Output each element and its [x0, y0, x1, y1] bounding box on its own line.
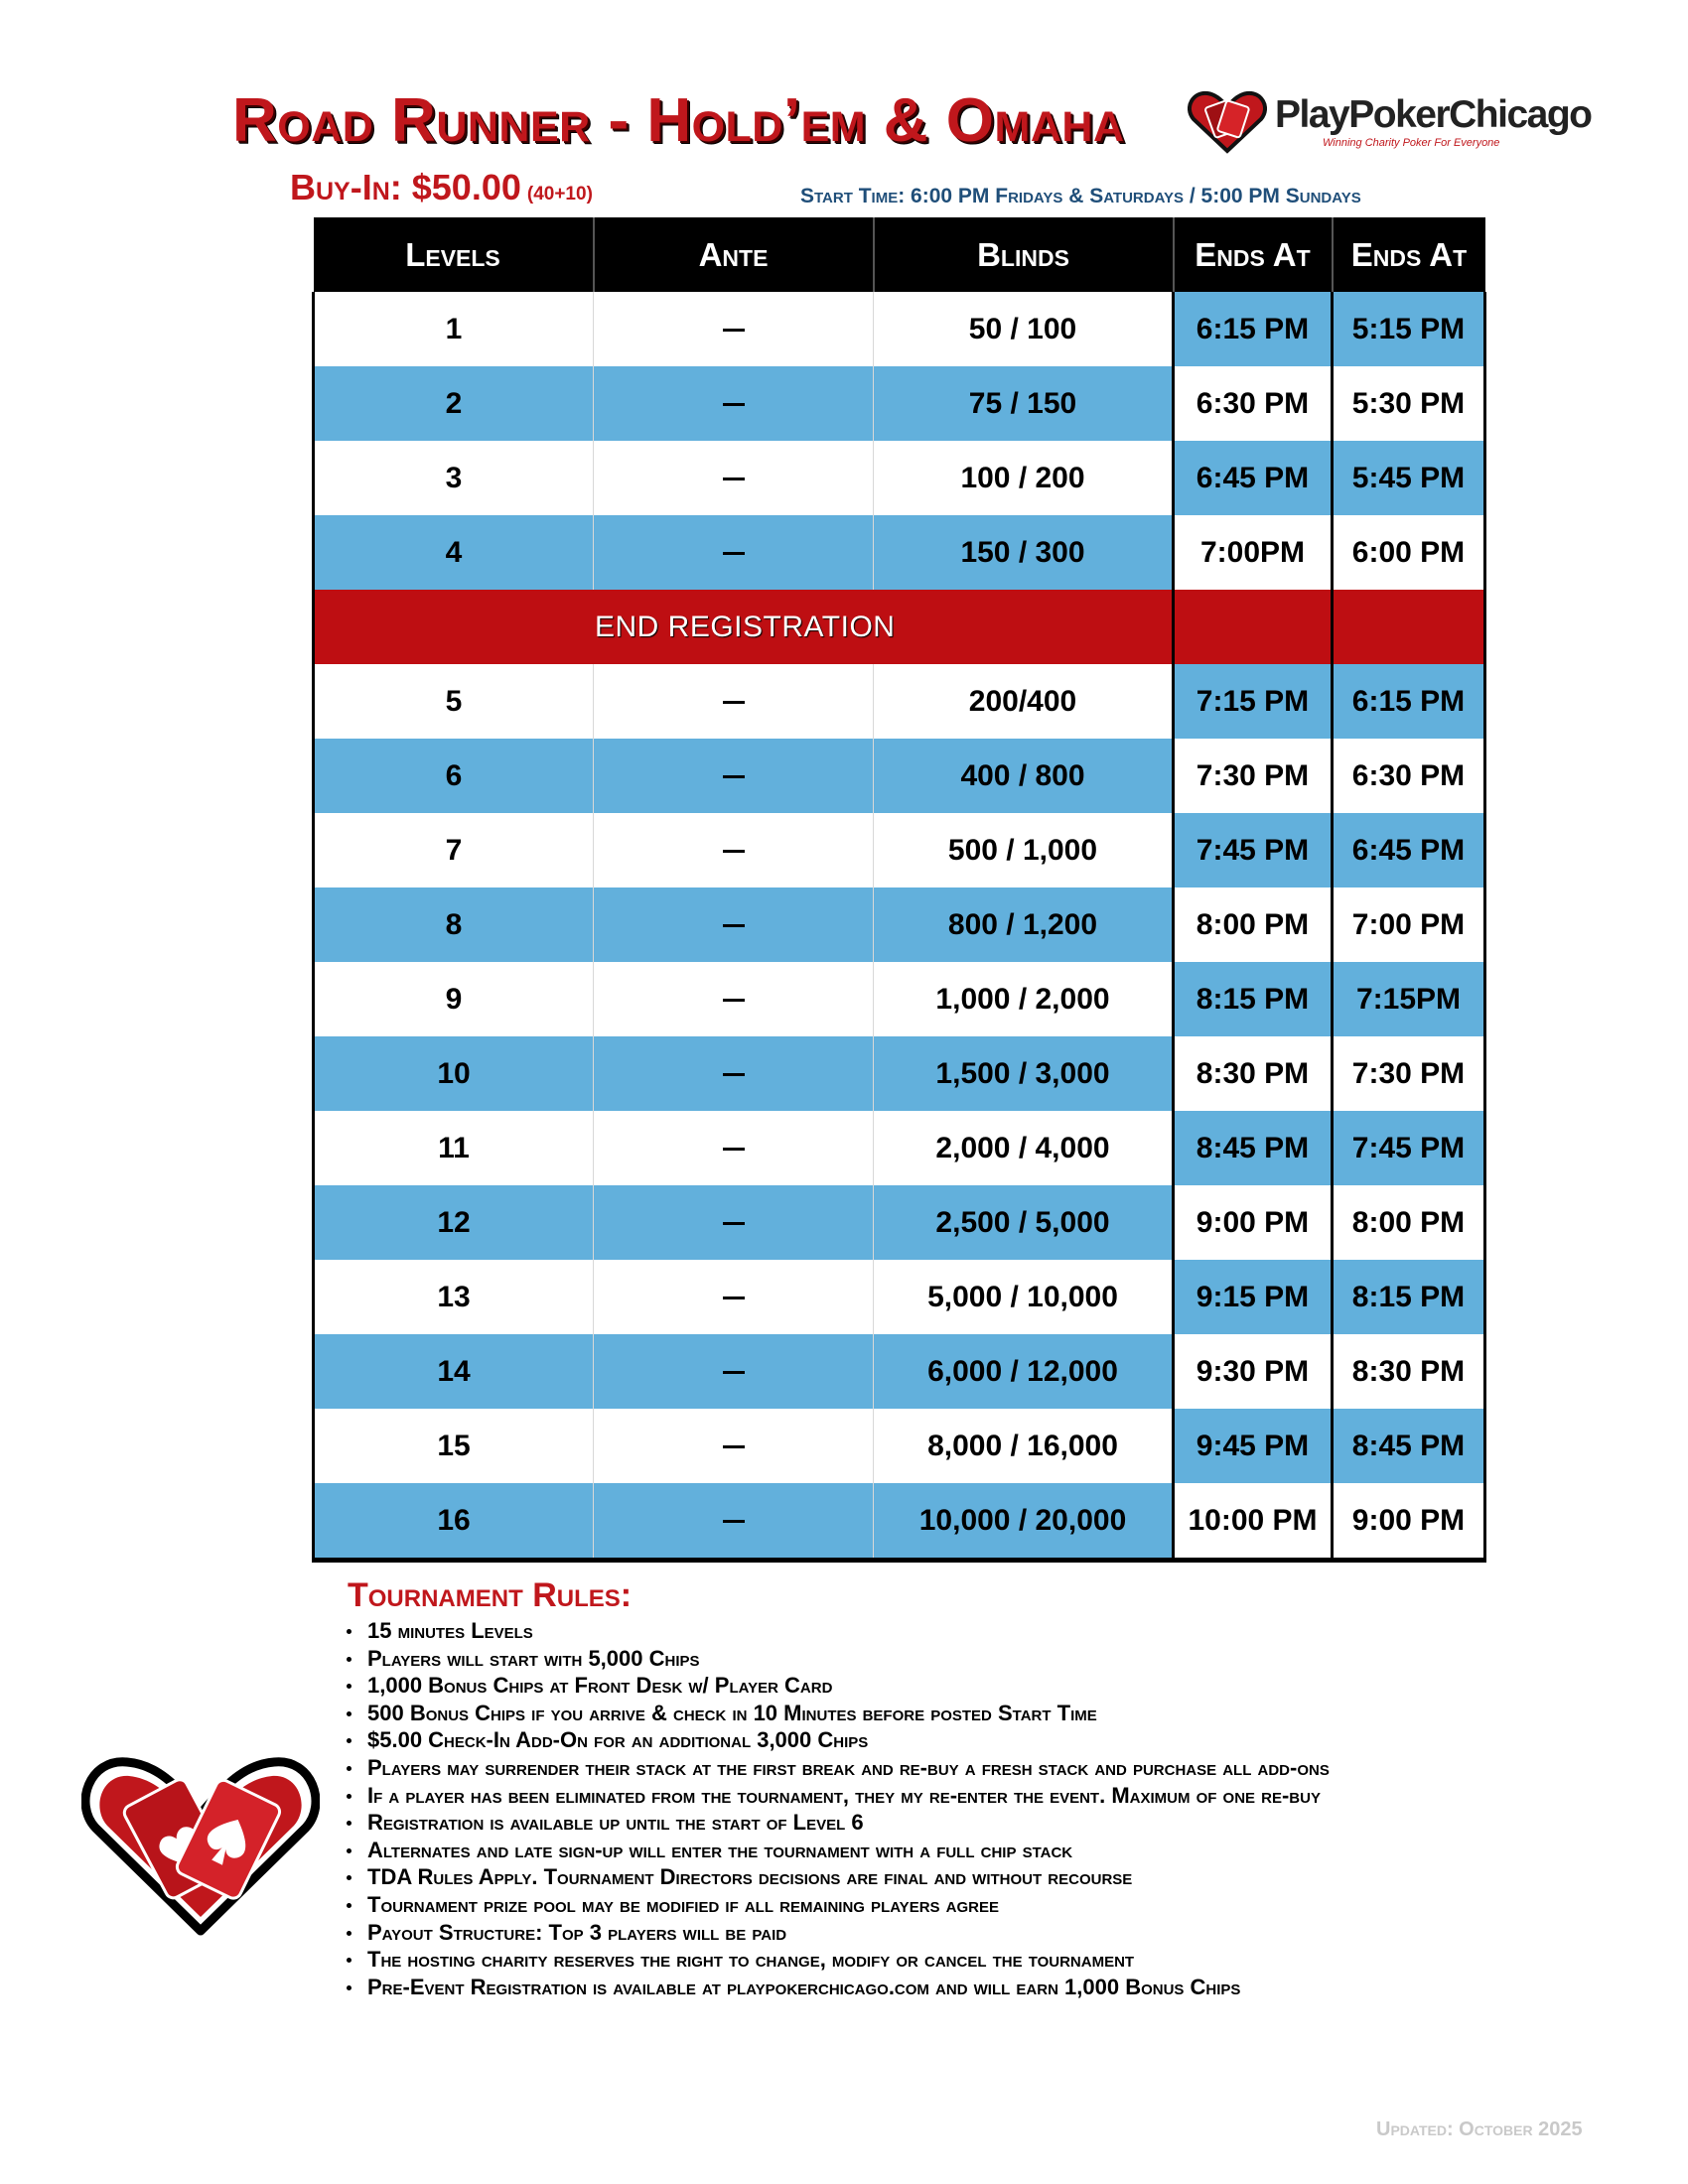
column-header-ante: Ante — [594, 217, 874, 292]
ante-dash-icon — [723, 1222, 745, 1225]
ends-at-fri-sat-cell: 9:45 PM — [1174, 1409, 1333, 1483]
blinds-cell: 6,000 / 12,000 — [874, 1334, 1174, 1409]
level-cell: 2 — [314, 366, 594, 441]
brand-tagline: Winning Charity Poker For Everyone — [1323, 137, 1500, 149]
blinds-cell: 500 / 1,000 — [874, 813, 1174, 887]
brand-logo — [1188, 87, 1592, 157]
level-cell: 14 — [314, 1334, 594, 1409]
level-cell: 5 — [314, 664, 594, 739]
ends-at-fri-sat-cell: 8:00 PM — [1174, 887, 1333, 962]
start-time: Start Time: 6:00 PM Fridays & Saturdays / 5:00 PM Sundays — [800, 185, 1361, 207]
heart-diamond-logo-icon — [1188, 87, 1267, 155]
column-header-levels: Levels — [314, 217, 594, 292]
level-cell: 6 — [314, 739, 594, 813]
ante-cell — [594, 441, 874, 515]
table-row — [314, 292, 1485, 366]
rule-item: Pre-Event Registration is available at playpokerchicago.com and will earn 1,000 Bonus Chips — [344, 1974, 1330, 2001]
ante-dash-icon — [723, 1520, 745, 1523]
ends-at-sun-cell: 8:30 PM — [1333, 1334, 1485, 1409]
ends-at-sun-cell: 8:15 PM — [1333, 1260, 1485, 1334]
ante-cell — [594, 1334, 874, 1409]
ante-cell — [594, 515, 874, 590]
blinds-cell: 150 / 300 — [874, 515, 1174, 590]
table-row — [314, 887, 1485, 962]
level-cell: 10 — [314, 1036, 594, 1111]
buy-in-amount: Buy-In: $50.00 — [290, 167, 521, 207]
ante-dash-icon — [723, 1371, 745, 1374]
level-cell: 11 — [314, 1111, 594, 1185]
blinds-cell: 1,500 / 3,000 — [874, 1036, 1174, 1111]
ends-at-sun-cell: 7:45 PM — [1333, 1111, 1485, 1185]
ends-at-sun-cell: 7:30 PM — [1333, 1036, 1485, 1111]
ends-at-fri-sat-cell: 9:00 PM — [1174, 1185, 1333, 1260]
ante-cell — [594, 1185, 874, 1260]
rule-item: Payout Structure: Top 3 players will be paid — [344, 1919, 1330, 1947]
ends-at-sun-cell: 6:15 PM — [1333, 664, 1485, 739]
ends-at-sun-cell: 5:45 PM — [1333, 441, 1485, 515]
ante-dash-icon — [723, 552, 745, 555]
end-registration-cell — [1333, 590, 1485, 664]
ends-at-sun-cell: 7:00 PM — [1333, 887, 1485, 962]
ante-dash-icon — [723, 775, 745, 778]
table-row — [314, 366, 1485, 441]
ends-at-fri-sat-cell: 7:00PM — [1174, 515, 1333, 590]
table-row — [314, 1185, 1485, 1260]
ante-dash-icon — [723, 999, 745, 1002]
brand-name: PlayPokerChicago — [1275, 93, 1592, 136]
ante-cell — [594, 887, 874, 962]
ends-at-fri-sat-cell: 8:15 PM — [1174, 962, 1333, 1036]
ends-at-sun-cell: 6:45 PM — [1333, 813, 1485, 887]
ante-dash-icon — [723, 1073, 745, 1076]
blinds-cell: 8,000 / 16,000 — [874, 1409, 1174, 1483]
rule-item: Tournament prize pool may be modified if all remaining players agree — [344, 1891, 1330, 1919]
end-registration-label: END REGISTRATION — [314, 590, 1174, 664]
ante-cell — [594, 1409, 874, 1483]
ends-at-sun-cell: 7:15PM — [1333, 962, 1485, 1036]
rule-item: Players will start with 5,000 Chips — [344, 1645, 1330, 1673]
ante-cell — [594, 1260, 874, 1334]
blind-schedule-table — [312, 217, 1486, 1563]
ends-at-fri-sat-cell: 8:30 PM — [1174, 1036, 1333, 1111]
card-hearts-icon — [81, 1732, 320, 1941]
table-row — [314, 1409, 1485, 1483]
table-row — [314, 1036, 1485, 1111]
ends-at-sun-cell: 6:00 PM — [1333, 515, 1485, 590]
blinds-cell: 100 / 200 — [874, 441, 1174, 515]
buy-in — [290, 167, 593, 208]
rules-title: Tournament Rules: — [348, 1576, 633, 1614]
blinds-cell: 2,500 / 5,000 — [874, 1185, 1174, 1260]
page-title: Road Runner - Hold’em & Omaha — [232, 86, 1125, 155]
ante-dash-icon — [723, 924, 745, 927]
ante-cell — [594, 739, 874, 813]
blinds-cell: 10,000 / 20,000 — [874, 1483, 1174, 1561]
table-header-row — [314, 217, 1485, 292]
table-row — [314, 1111, 1485, 1185]
buy-in-split: (40+10) — [526, 184, 593, 205]
ante-dash-icon — [723, 701, 745, 704]
blinds-cell: 50 / 100 — [874, 292, 1174, 366]
level-cell: 16 — [314, 1483, 594, 1561]
table-row — [314, 1334, 1485, 1409]
table-row — [314, 664, 1485, 739]
ante-dash-icon — [723, 1148, 745, 1151]
rule-item: 15 minutes Levels — [344, 1617, 1330, 1645]
ante-cell — [594, 813, 874, 887]
blinds-cell: 400 / 800 — [874, 739, 1174, 813]
ante-dash-icon — [723, 478, 745, 480]
updated-date: Updated: October 2025 — [1376, 2118, 1583, 2140]
ante-cell — [594, 664, 874, 739]
ante-dash-icon — [723, 329, 745, 332]
rules-list — [344, 1617, 1330, 2000]
blinds-cell: 2,000 / 4,000 — [874, 1111, 1174, 1185]
table-row — [314, 441, 1485, 515]
ends-at-fri-sat-cell: 7:30 PM — [1174, 739, 1333, 813]
ends-at-fri-sat-cell: 9:15 PM — [1174, 1260, 1333, 1334]
table-row — [314, 813, 1485, 887]
ends-at-fri-sat-cell: 8:45 PM — [1174, 1111, 1333, 1185]
ante-cell — [594, 292, 874, 366]
level-cell: 9 — [314, 962, 594, 1036]
level-cell: 8 — [314, 887, 594, 962]
ante-cell — [594, 1483, 874, 1561]
ante-dash-icon — [723, 403, 745, 406]
column-header-ends-at-fri-sat: Ends At — [1174, 217, 1333, 292]
rule-item: TDA Rules Apply. Tournament Directors decisions are final and without recourse — [344, 1863, 1330, 1891]
rule-item: The hosting charity reserves the right to change, modify or cancel the tournament — [344, 1946, 1330, 1974]
level-cell: 3 — [314, 441, 594, 515]
blinds-cell: 200/400 — [874, 664, 1174, 739]
ante-cell — [594, 1036, 874, 1111]
ends-at-sun-cell: 8:45 PM — [1333, 1409, 1485, 1483]
level-cell: 4 — [314, 515, 594, 590]
ante-dash-icon — [723, 850, 745, 853]
ends-at-fri-sat-cell: 7:15 PM — [1174, 664, 1333, 739]
end-registration-cell — [1174, 590, 1333, 664]
ends-at-sun-cell: 5:30 PM — [1333, 366, 1485, 441]
table-row — [314, 739, 1485, 813]
rule-item: Registration is available up until the start of Level 6 — [344, 1809, 1330, 1837]
rule-item: If a player has been eliminated from the tournament, they my re-enter the event. Maximum of one re-buy — [344, 1782, 1330, 1810]
ante-dash-icon — [723, 1297, 745, 1299]
blinds-cell: 800 / 1,200 — [874, 887, 1174, 962]
table-row — [314, 515, 1485, 590]
ante-cell — [594, 962, 874, 1036]
ends-at-fri-sat-cell: 6:15 PM — [1174, 292, 1333, 366]
ante-cell — [594, 366, 874, 441]
level-cell: 13 — [314, 1260, 594, 1334]
rule-item: 500 Bonus Chips if you arrive & check in 10 Minutes before posted Start Time — [344, 1700, 1330, 1727]
level-cell: 7 — [314, 813, 594, 887]
ends-at-sun-cell: 8:00 PM — [1333, 1185, 1485, 1260]
ends-at-fri-sat-cell: 6:30 PM — [1174, 366, 1333, 441]
column-header-blinds: Blinds — [874, 217, 1174, 292]
blinds-cell: 1,000 / 2,000 — [874, 962, 1174, 1036]
level-cell: 12 — [314, 1185, 594, 1260]
ends-at-fri-sat-cell: 7:45 PM — [1174, 813, 1333, 887]
table-row — [314, 1483, 1485, 1561]
ends-at-fri-sat-cell: 9:30 PM — [1174, 1334, 1333, 1409]
ends-at-sun-cell: 9:00 PM — [1333, 1483, 1485, 1561]
blinds-cell: 75 / 150 — [874, 366, 1174, 441]
ends-at-fri-sat-cell: 6:45 PM — [1174, 441, 1333, 515]
table-row — [314, 962, 1485, 1036]
column-header-ends-at-sun: Ends At — [1333, 217, 1485, 292]
rule-item: Alternates and late sign-up will enter the tournament with a full chip stack — [344, 1837, 1330, 1864]
ante-cell — [594, 1111, 874, 1185]
rule-item: 1,000 Bonus Chips at Front Desk w/ Player Card — [344, 1672, 1330, 1700]
table-row — [314, 1260, 1485, 1334]
ends-at-fri-sat-cell: 10:00 PM — [1174, 1483, 1333, 1561]
ends-at-sun-cell: 6:30 PM — [1333, 739, 1485, 813]
rule-item: Players may surrender their stack at the first break and re-buy a fresh stack and purchase all add-ons — [344, 1754, 1330, 1782]
rule-item: $5.00 Check-In Add-On for an additional 3,000 Chips — [344, 1726, 1330, 1754]
blinds-cell: 5,000 / 10,000 — [874, 1260, 1174, 1334]
ante-dash-icon — [723, 1445, 745, 1448]
level-cell: 15 — [314, 1409, 594, 1483]
ends-at-sun-cell: 5:15 PM — [1333, 292, 1485, 366]
end-registration-row — [314, 590, 1485, 664]
level-cell: 1 — [314, 292, 594, 366]
